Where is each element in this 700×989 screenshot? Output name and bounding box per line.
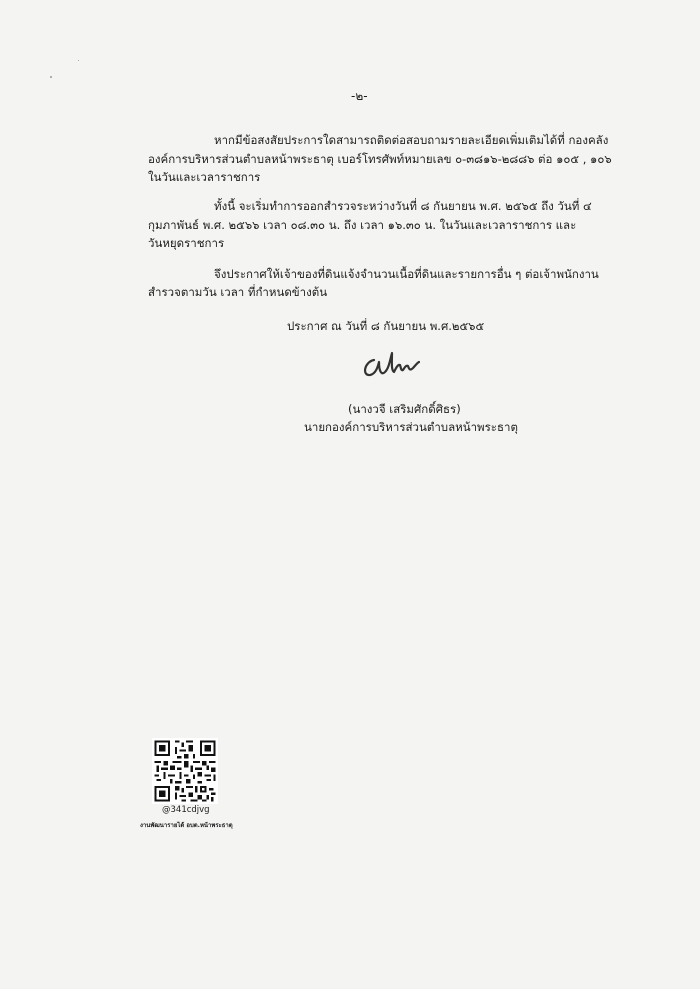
para2-line2: กุมภาพันธ์ พ.ศ. ๒๕๖๖ เวลา ๐๘.๓๐ น. ถึง เวลา ๑๖.๓๐ น. ในวันและเวลาราชการ และ (148, 218, 577, 232)
qr-code-icon (152, 738, 218, 804)
scan-speck (50, 76, 52, 78)
para1-line3: ในวันและเวลาราชการ (148, 170, 261, 184)
para2-line3: วันหยุดราชการ (148, 236, 225, 250)
para1-line2: องค์การบริหารส่วนตำบลหน้าพระธาตุ เบอร์โทรศัพท์หมายเลข ๐-๓๘๑๖-๒๘๘๖ ต่อ ๑๐๕ , ๑๐๖ (148, 152, 612, 166)
para1-line1: หากมีข้อสงสัยประการใดสามารถติดต่อสอบถามรายละเอียดเพิ่มเติมได้ที่ กองคลัง (214, 133, 609, 147)
signatory-title: นายกองค์การบริหารส่วนตำบลหน้าพระธาตุ (304, 420, 518, 434)
announcement-date: ประกาศ ณ วันที่ ๘ กันยายน พ.ศ.๒๕๖๕ (287, 319, 485, 333)
para2-line1: ทั้งนี้ จะเริ่มทำการออกสำรวจระหว่างวันที่ ๘ กันยายน พ.ศ. ๒๕๖๕ ถึง วันที่ ๔ (214, 199, 592, 213)
qr-caption: งานพัฒนารายได้ อบต.หน้าพระธาตุ (140, 822, 233, 829)
qr-line-id: @341cdjvg (162, 805, 210, 815)
page-number: -๒- (351, 89, 368, 103)
para3-line1: จึงประกาศให้เจ้าของที่ดินแจ้งจำนวนเนื้อที่ดินและรายการอื่น ๆ ต่อเจ้าพนักงาน (214, 267, 599, 281)
signatory-name: (นางวจี เสริมศักดิ์ศิธร) (348, 402, 461, 416)
signature-image (360, 348, 420, 382)
para3-line2: สำรวจตามวัน เวลา ที่กำหนดข้างต้น (148, 285, 328, 299)
scan-speck (78, 60, 79, 61)
